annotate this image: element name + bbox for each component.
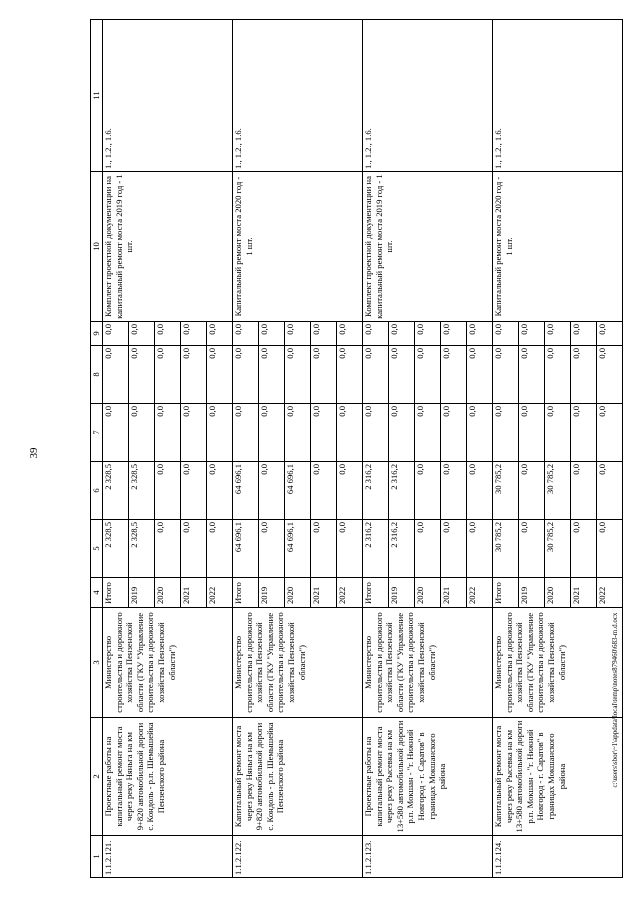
other-sources-cell: 0,0 xyxy=(285,322,311,346)
total-funding-cell: 2 316,2 xyxy=(363,520,389,578)
local-budget-cell: 0,0 xyxy=(233,346,259,404)
total-funding-cell: 0,0 xyxy=(571,520,597,578)
row-code-cell: 1.1.2.121. xyxy=(103,836,233,878)
total-funding-cell: 0,0 xyxy=(181,520,207,578)
total-funding-cell: 64 696,1 xyxy=(233,520,259,578)
page-number: 39 xyxy=(28,447,40,459)
local-budget-cell: 0,0 xyxy=(363,346,389,404)
local-budget-cell: 0,0 xyxy=(571,346,597,404)
year-cell: 2020 xyxy=(285,578,311,608)
other-sources-cell: 0,0 xyxy=(467,322,493,346)
result-indicator-cell: Комплект проектной документации на капитальный ремонт моста 2019 год - 1 шт. xyxy=(363,172,493,322)
activity-name-cell: Проектные работы на капитальный ремонт моста через реку Няньга на км 9+820 автомобильной дороги с. Кондоль - р.п. Шемышейка Пензенского района xyxy=(103,718,233,836)
other-sources-cell: 0,0 xyxy=(415,322,441,346)
local-budget-cell: 0,0 xyxy=(103,346,129,404)
total-funding-cell: 0,0 xyxy=(259,520,285,578)
regional-budget-cell: 0,0 xyxy=(207,462,233,520)
federal-budget-cell: 0,0 xyxy=(571,404,597,462)
total-funding-cell: 0,0 xyxy=(155,520,181,578)
local-budget-cell: 0,0 xyxy=(597,346,623,404)
year-cell: 2019 xyxy=(519,578,545,608)
local-budget-cell: 0,0 xyxy=(311,346,337,404)
other-sources-cell: 0,0 xyxy=(207,322,233,346)
local-budget-cell: 0,0 xyxy=(519,346,545,404)
federal-budget-cell: 0,0 xyxy=(311,404,337,462)
year-cell: 2019 xyxy=(129,578,155,608)
header-col-5: 5 xyxy=(91,520,103,578)
other-sources-cell: 0,0 xyxy=(389,322,415,346)
rotated-table-container xyxy=(90,20,610,878)
row-code-cell: 1.1.2.122. xyxy=(233,836,363,878)
header-col-9: 9 xyxy=(91,322,103,346)
year-cell: Итого xyxy=(363,578,389,608)
other-sources-cell: 0,0 xyxy=(181,322,207,346)
other-sources-cell: 0,0 xyxy=(337,322,363,346)
other-sources-cell: 0,0 xyxy=(103,322,129,346)
total-funding-cell: 0,0 xyxy=(415,520,441,578)
regional-budget-cell: 30 785,2 xyxy=(493,462,519,520)
year-cell: Итого xyxy=(493,578,519,608)
federal-budget-cell: 0,0 xyxy=(441,404,467,462)
regional-budget-cell: 2 328,5 xyxy=(103,462,129,520)
federal-budget-cell: 0,0 xyxy=(233,404,259,462)
local-budget-cell: 0,0 xyxy=(181,346,207,404)
year-cell: 2022 xyxy=(337,578,363,608)
regional-budget-cell: 0,0 xyxy=(311,462,337,520)
federal-budget-cell: 0,0 xyxy=(259,404,285,462)
local-budget-cell: 0,0 xyxy=(415,346,441,404)
program-activities-table xyxy=(90,19,623,878)
header-col-3: 3 xyxy=(91,608,103,718)
local-budget-cell: 0,0 xyxy=(207,346,233,404)
year-cell: 2020 xyxy=(545,578,571,608)
federal-budget-cell: 0,0 xyxy=(207,404,233,462)
regional-budget-cell: 0,0 xyxy=(155,462,181,520)
regional-budget-cell: 2 316,2 xyxy=(363,462,389,520)
year-cell: 2019 xyxy=(389,578,415,608)
year-cell: 2019 xyxy=(259,578,285,608)
total-funding-cell: 30 785,2 xyxy=(493,520,519,578)
other-sources-cell: 0,0 xyxy=(311,322,337,346)
regional-budget-cell: 0,0 xyxy=(415,462,441,520)
activity-name-cell: Капитальный ремонт моста через реку Няньга на км 9+820 автомобильной дороги с. Кондоль - р.п. Шемышейка Пензенского района xyxy=(233,718,363,836)
table-row xyxy=(233,20,259,878)
federal-budget-cell: 0,0 xyxy=(545,404,571,462)
total-funding-cell: 0,0 xyxy=(337,520,363,578)
header-col-2: 2 xyxy=(91,718,103,836)
executor-cell: Министерство строительства и дорожного хозяйства Пензенской области (ГКУ "Управление строительства и дорожного хозяйства Пензенской области") xyxy=(103,608,233,718)
target-reference-cell: 1., 1.2., 1.6. xyxy=(103,20,233,172)
executor-cell: Министерство строительства и дорожного хозяйства Пензенской области (ГКУ "Управление строительства и дорожного хозяйства Пензенской области") xyxy=(493,608,623,718)
regional-budget-cell: 0,0 xyxy=(467,462,493,520)
federal-budget-cell: 0,0 xyxy=(181,404,207,462)
other-sources-cell: 0,0 xyxy=(545,322,571,346)
regional-budget-cell: 0,0 xyxy=(337,462,363,520)
federal-budget-cell: 0,0 xyxy=(597,404,623,462)
regional-budget-cell: 0,0 xyxy=(597,462,623,520)
regional-budget-cell: 0,0 xyxy=(181,462,207,520)
target-reference-cell: 1., 1.2., 1.6. xyxy=(363,20,493,172)
federal-budget-cell: 0,0 xyxy=(519,404,545,462)
federal-budget-cell: 0,0 xyxy=(285,404,311,462)
other-sources-cell: 0,0 xyxy=(363,322,389,346)
year-cell: 2021 xyxy=(571,578,597,608)
total-funding-cell: 30 785,2 xyxy=(545,520,571,578)
year-cell: Итого xyxy=(103,578,129,608)
total-funding-cell: 0,0 xyxy=(597,520,623,578)
executor-cell: Министерство строительства и дорожного хозяйства Пензенской области (ГКУ "Управление строительства и дорожного хозяйства Пензенской области") xyxy=(233,608,363,718)
federal-budget-cell: 0,0 xyxy=(467,404,493,462)
federal-budget-cell: 0,0 xyxy=(103,404,129,462)
header-col-7: 7 xyxy=(91,404,103,462)
total-funding-cell: 0,0 xyxy=(311,520,337,578)
header-col-10: 10 xyxy=(91,172,103,322)
year-cell: 2022 xyxy=(207,578,233,608)
footer-file-path: c:\users\sbor\~1\appdata\local\temp\notes879460\683-m.d.ocx xyxy=(611,612,619,788)
federal-budget-cell: 0,0 xyxy=(155,404,181,462)
result-indicator-cell: Капитальный ремонт моста 2020 год - 1 шт. xyxy=(493,172,623,322)
regional-budget-cell: 2 328,5 xyxy=(129,462,155,520)
year-cell: 2022 xyxy=(597,578,623,608)
regional-budget-cell: 64 696,1 xyxy=(285,462,311,520)
header-col-1: 1 xyxy=(91,836,103,878)
regional-budget-cell: 0,0 xyxy=(259,462,285,520)
activity-name-cell: Капитальный ремонт моста через реку Рысевка на км 13+580 автомобильной дороги р.п. Мокшан - "г. Нижний Новгород - г. Саратов" в границах Мокшанского района xyxy=(493,718,623,836)
year-cell: 2021 xyxy=(441,578,467,608)
row-code-cell: 1.1.2.123. xyxy=(363,836,493,878)
federal-budget-cell: 0,0 xyxy=(389,404,415,462)
other-sources-cell: 0,0 xyxy=(519,322,545,346)
table-row xyxy=(493,20,519,878)
local-budget-cell: 0,0 xyxy=(545,346,571,404)
other-sources-cell: 0,0 xyxy=(129,322,155,346)
local-budget-cell: 0,0 xyxy=(389,346,415,404)
total-funding-cell: 2 316,2 xyxy=(389,520,415,578)
other-sources-cell: 0,0 xyxy=(493,322,519,346)
local-budget-cell: 0,0 xyxy=(441,346,467,404)
table-row xyxy=(363,20,389,878)
header-col-11: 11 xyxy=(91,20,103,172)
other-sources-cell: 0,0 xyxy=(597,322,623,346)
result-indicator-cell: Капитальный ремонт моста 2020 год - 1 шт. xyxy=(233,172,363,322)
total-funding-cell: 64 696,1 xyxy=(285,520,311,578)
local-budget-cell: 0,0 xyxy=(467,346,493,404)
other-sources-cell: 0,0 xyxy=(441,322,467,346)
activity-name-cell: Проектные работы на капитальный ремонт моста через реку Рысевка на км 13+580 автомобильной дороги р.п. Мокшан - "г. Нижний Новгород - г. Саратов" в границах Мокшанского района xyxy=(363,718,493,836)
row-code-cell: 1.1.2.124. xyxy=(493,836,623,878)
header-col-6: 6 xyxy=(91,462,103,520)
result-indicator-cell: Комплект проектной документации на капитальный ремонт моста 2019 год - 1 шт. xyxy=(103,172,233,322)
regional-budget-cell: 30 785,2 xyxy=(545,462,571,520)
federal-budget-cell: 0,0 xyxy=(129,404,155,462)
year-cell: 2021 xyxy=(311,578,337,608)
local-budget-cell: 0,0 xyxy=(129,346,155,404)
total-funding-cell: 0,0 xyxy=(441,520,467,578)
other-sources-cell: 0,0 xyxy=(155,322,181,346)
federal-budget-cell: 0,0 xyxy=(493,404,519,462)
regional-budget-cell: 0,0 xyxy=(571,462,597,520)
local-budget-cell: 0,0 xyxy=(155,346,181,404)
total-funding-cell: 2 328,5 xyxy=(103,520,129,578)
local-budget-cell: 0,0 xyxy=(285,346,311,404)
target-reference-cell: 1., 1.2., 1.6. xyxy=(493,20,623,172)
regional-budget-cell: 0,0 xyxy=(441,462,467,520)
federal-budget-cell: 0,0 xyxy=(337,404,363,462)
table-body xyxy=(103,20,623,878)
regional-budget-cell: 0,0 xyxy=(519,462,545,520)
year-cell: 2020 xyxy=(155,578,181,608)
table-row xyxy=(103,20,129,878)
target-reference-cell: 1., 1.2., 1.6. xyxy=(233,20,363,172)
executor-cell: Министерство строительства и дорожного хозяйства Пензенской области (ГКУ "Управление строительства и дорожного хозяйства Пензенской области") xyxy=(363,608,493,718)
year-cell: 2020 xyxy=(415,578,441,608)
year-cell: 2022 xyxy=(467,578,493,608)
header-col-8: 8 xyxy=(91,346,103,404)
local-budget-cell: 0,0 xyxy=(259,346,285,404)
regional-budget-cell: 64 696,1 xyxy=(233,462,259,520)
total-funding-cell: 2 328,5 xyxy=(129,520,155,578)
federal-budget-cell: 0,0 xyxy=(363,404,389,462)
federal-budget-cell: 0,0 xyxy=(415,404,441,462)
total-funding-cell: 0,0 xyxy=(207,520,233,578)
header-row xyxy=(91,20,103,878)
year-cell: 2021 xyxy=(181,578,207,608)
header-col-4: 4 xyxy=(91,578,103,608)
total-funding-cell: 0,0 xyxy=(467,520,493,578)
local-budget-cell: 0,0 xyxy=(337,346,363,404)
total-funding-cell: 0,0 xyxy=(519,520,545,578)
year-cell: Итого xyxy=(233,578,259,608)
local-budget-cell: 0,0 xyxy=(493,346,519,404)
regional-budget-cell: 2 316,2 xyxy=(389,462,415,520)
other-sources-cell: 0,0 xyxy=(571,322,597,346)
other-sources-cell: 0,0 xyxy=(233,322,259,346)
other-sources-cell: 0,0 xyxy=(259,322,285,346)
